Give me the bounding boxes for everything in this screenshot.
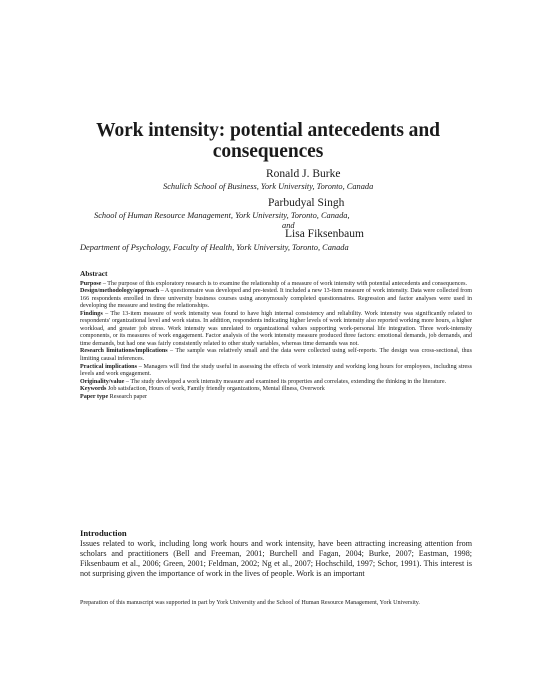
label: Keywords: [80, 386, 107, 393]
footnote: [80, 600, 472, 608]
author-affiliation: Schulich School of Business, York University, Toronto, Canada: [163, 182, 374, 191]
introduction-section: [80, 528, 472, 579]
text: – The purpose of this exploratory research is to examine the relationship of a measure of work intensity with potential antecedents and consequences.: [101, 280, 468, 287]
label: Practical implications: [80, 363, 137, 370]
abstract-design: [80, 288, 472, 311]
abstract-heading: Abstract: [80, 269, 108, 278]
label: Paper type: [80, 393, 109, 400]
abstract-findings: [80, 311, 472, 349]
label: Research limitations/implications: [80, 348, 168, 355]
introduction-text: Issues related to work, including long work hours and work intensity, have been attracting increasing attention from scholars and practitioners (Bell and Freeman, 2001; Burchell and Fagan, 2004; Burke, 2007; Eastman, 1998; Fiksenbaum et al., 2006; Green, 2001; Feldman, 2002; Ng et al., 2007; Hochschild, 1997; Schor, 1991). This interest is not surprising given the importance of work in the lives of people. Work is an important: [80, 539, 472, 578]
label: Purpose: [80, 280, 102, 287]
abstract-section: [80, 270, 472, 401]
conjunction-and: and: [282, 221, 295, 230]
abstract-paper-type: [80, 394, 472, 402]
abstract-practical: [80, 364, 472, 379]
label: Originality/value: [80, 378, 125, 385]
label: Findings: [80, 310, 103, 317]
text: – A questionnaire was developed and pre-tested. It included a new 13-item measure of work intensity. Data were collected from 166 respondents enrolled in three university business courses using anonymously completed questionnaires. Regression and factor analyses were used in developing the measure and testing the relationships.: [80, 288, 472, 310]
text: – Managers will find the study useful in assessing the effects of work intensity and working long hours for employees, including stress levels and work engagement.: [80, 363, 472, 378]
paper-title: Work intensity: potential antecedents and consequences: [96, 120, 440, 162]
text: Job satisfaction, Hours of work, Family friendly organizations, Mental illness, Overwork: [106, 386, 325, 393]
text: – The study developed a work intensity measure and examined its properties and correlates, extending the thinking in the literature.: [124, 378, 447, 385]
author-name: Ronald J. Burke: [266, 168, 341, 180]
abstract-purpose: [80, 281, 472, 289]
footnote-text: Preparation of this manuscript was supported in part by York University and the School of Human Resource Management, York University.: [80, 600, 420, 606]
author-affiliation: Department of Psychology, Faculty of Health, York University, Toronto, Canada: [80, 243, 349, 252]
text: Research paper: [108, 393, 148, 400]
author-name: Lisa Fiksenbaum: [285, 228, 364, 240]
label: Design/methodology/approach: [80, 288, 160, 295]
text: – The sample was relatively small and the data were collected using self-reports. The design was cross-sectional, thus limiting causal inferences.: [80, 348, 472, 363]
author-affiliation: School of Human Resource Management, York University, Toronto, Canada,: [94, 211, 350, 220]
introduction-heading: Introduction: [80, 528, 127, 538]
author-name: Parbudyal Singh: [268, 197, 345, 209]
abstract-keywords: [80, 386, 472, 394]
text: – The 13-item measure of work intensity was found to have high internal consistency and reliability. Work intensity was significantly related to respondents' organizational level and work status. In addition, respondents indicating higher levels of work intensity also reported working more hours, a higher workload, and greater job stress. Work intensity was unrelated to organizational values supporting work-personal life integration. Three work-intensity components, or its measures of work engagement. Factor analysis of the work intensity measure produced three factors: emotional demands, job demands, and time demands, but had one was fairly consistently related to other study variables, whereas time demands was not.: [80, 310, 472, 347]
abstract-limitations: [80, 348, 472, 363]
